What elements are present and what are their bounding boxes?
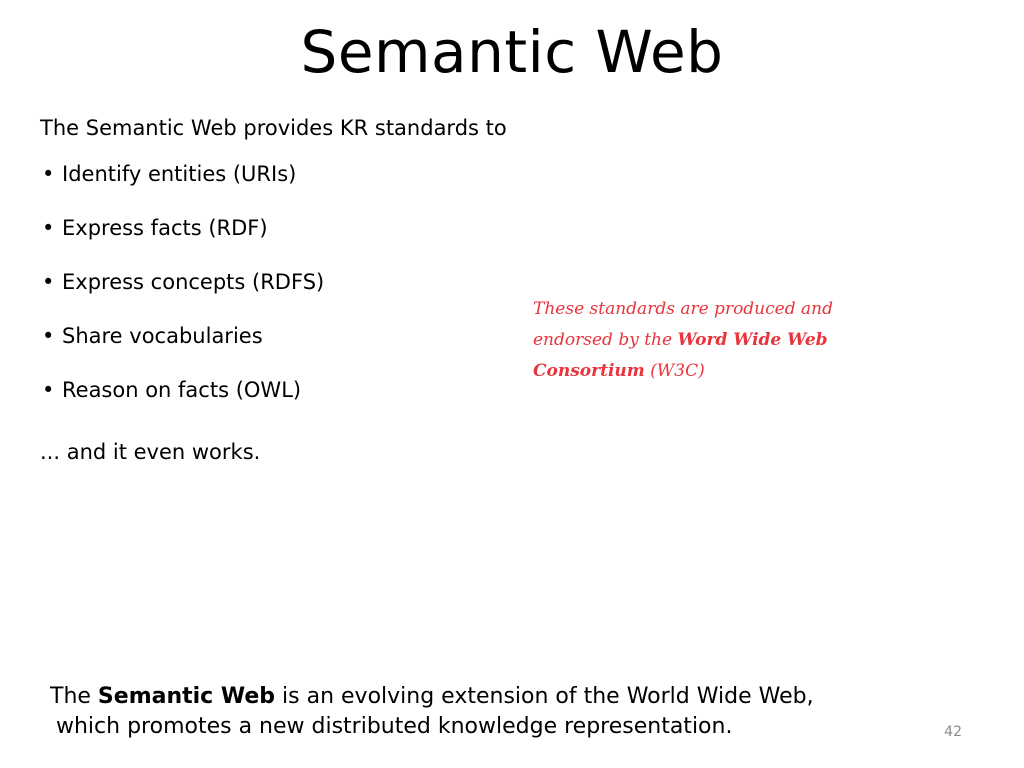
list-item: [42, 214, 324, 268]
definition-footer: [50, 682, 910, 742]
bullet-text: Identify entities (URIs): [62, 162, 297, 186]
footer-prefix: The: [50, 684, 98, 709]
intro-text: The Semantic Web provides KR standards to: [40, 116, 507, 140]
bullet-text: Share vocabularies: [62, 324, 263, 348]
bullet-marker: •: [42, 324, 55, 348]
bullet-text: Express facts (RDF): [62, 216, 268, 240]
bullet-marker: •: [42, 378, 55, 402]
list-item: [42, 322, 324, 376]
list-item: [42, 268, 324, 322]
standards-list: [42, 160, 324, 430]
footer-line2: which promotes a new distributed knowledge representation.: [56, 714, 733, 739]
note-suffix: (W3C): [644, 361, 705, 381]
bullet-marker: •: [42, 270, 55, 294]
bullet-marker: •: [42, 216, 55, 240]
note-text: These standards are produced and endorsed by the: [533, 299, 833, 350]
closing-remark: ... and it even works.: [40, 440, 261, 464]
list-item: [42, 160, 324, 214]
w3c-name: Word Wide Web Consortium: [533, 330, 828, 381]
list-item: [42, 376, 324, 430]
page-number: 42: [944, 724, 962, 740]
bullet-marker: •: [42, 162, 55, 186]
bullet-text: Express concepts (RDFS): [62, 270, 325, 294]
footer-term: Semantic Web: [97, 684, 276, 709]
slide-title: Semantic Web: [300, 18, 724, 86]
w3c-note: [533, 294, 863, 387]
footer-line1: is an evolving extension of the World Wide Web,: [275, 684, 814, 709]
bullet-text: Reason on facts (OWL): [62, 378, 302, 402]
